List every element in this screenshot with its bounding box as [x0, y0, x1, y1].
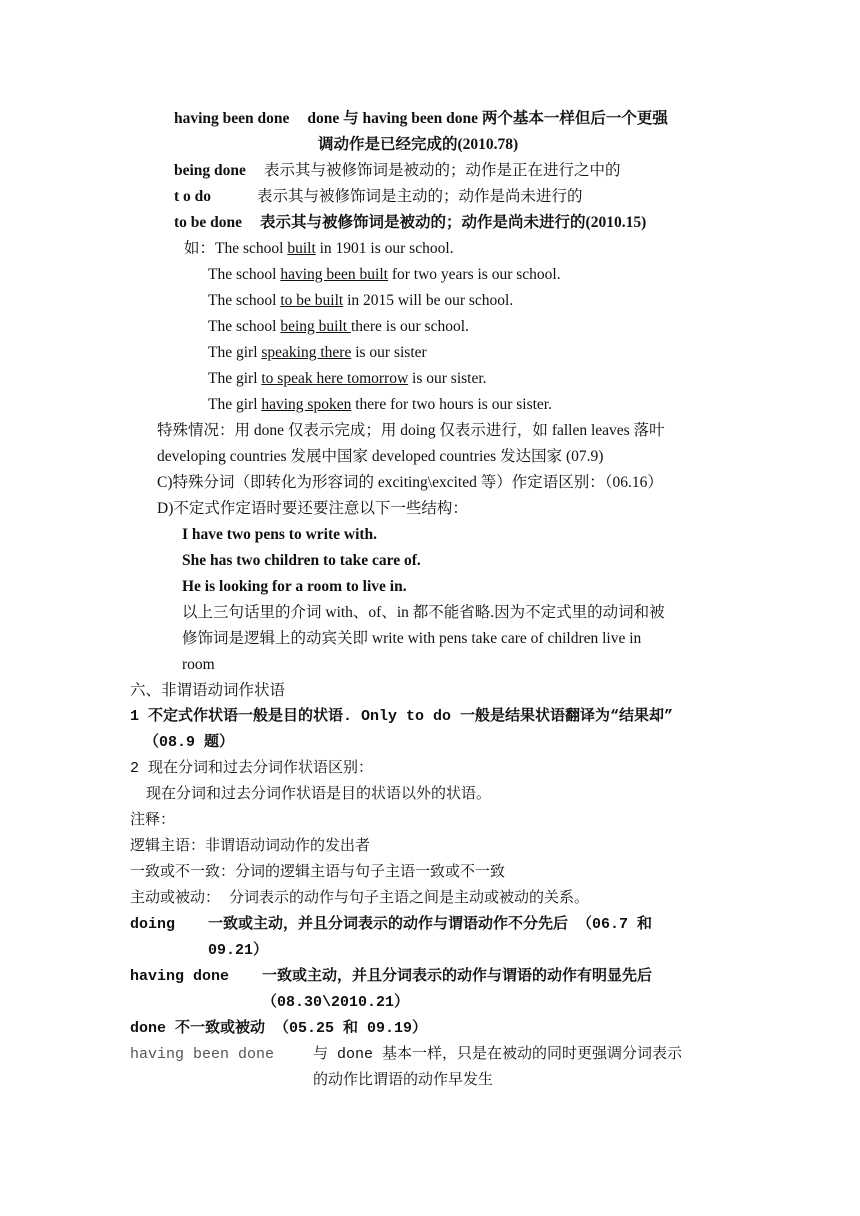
example-2: The school having been built for two years is our school. [208, 266, 561, 283]
form-having-been-done: having been done [130, 1046, 275, 1063]
pattern-sentence-2: She has two children to take care of. [182, 552, 421, 569]
note-line-2: 修饰词是逻辑上的动宾关即 write with pens take care of children live in [182, 630, 642, 647]
term-line-2: being done 表示其与被修饰词是被动的；动作是正在进行之中的 [174, 162, 621, 179]
example-7: The girl having spoken there for two hours is our sister. [208, 396, 552, 413]
note-consistency: 一致或不一致：分词的逻辑主语与句子主语一致或不一致 [130, 864, 506, 881]
form-doing-desc-cont: 09.21） [208, 942, 269, 959]
pattern-sentence-1: I have two pens to write with. [182, 526, 378, 543]
term-line-1: having been done done 与 having been done 两个基本一样但后一个更强 [174, 110, 668, 127]
pattern-sentence-3: He is looking for a room to live in. [182, 578, 407, 595]
example-3: The school to be built in 2015 will be our school. [208, 292, 514, 309]
form-doing-desc: 一致或主动，并且分词表示的动作与谓语动作不分先后 （06.7 和 [208, 916, 653, 933]
form-done: done 不一致或被动 （05.25 和 09.19） [130, 1020, 428, 1037]
section-d: D)不定式作定语时要还要注意以下一些结构： [157, 500, 468, 517]
form-having-done-desc-cont: （08.30\2010.21） [262, 994, 410, 1011]
example-5: The girl speaking there is our sister [208, 344, 427, 361]
item-1-cont: （08.9 题） [144, 734, 235, 751]
note-heading: 注释： [130, 812, 176, 829]
section-c: C)特殊分词（即转化为形容词的 exciting\excited 等）作定语区别：（06.16） [157, 474, 663, 491]
term-line-3: t o do 表示其与被修饰词是主动的；动作是尚未进行的 [174, 188, 583, 205]
form-having-been-done-desc-cont: 的动作比谓语的动作早发生 [313, 1072, 494, 1089]
term-line-4: to be done 表示其与被修饰词是被动的；动作是尚未进行的(2010.15) [174, 214, 647, 231]
item-1: 1 不定式作状语一般是目的状语. Only to do 一般是结果状语翻译为“结果却” [130, 708, 674, 725]
section-heading-6: 六、非谓语动词作状语 [130, 682, 286, 699]
note-voice: 主动或被动： 分词表示的动作与句子主语之间是主动或被动的关系。 [130, 890, 590, 907]
item-2-cont: 现在分词和过去分词作状语是目的状语以外的状语。 [146, 786, 492, 803]
term-line-1-cont: 调动作是已经完成的(2010.78) [318, 136, 519, 153]
example-6: The girl to speak here tomorrow is our sister. [208, 370, 487, 387]
special-case-examples: developing countries 发展中国家 developed countries 发达国家 (07.9) [157, 448, 604, 465]
item-2: 2 现在分词和过去分词作状语区别： [130, 760, 374, 777]
note-logical-subject: 逻辑主语：非谓语动词动作的发出者 [130, 838, 371, 855]
example-4: The school being built there is our school. [208, 318, 469, 335]
special-case-line: 特殊情况：用 done 仅表示完成；用 doing 仅表示进行，如 fallen leaves 落叶 [157, 422, 665, 439]
form-having-been-done-desc: 与 done 基本一样，只是在被动的同时更强调分词表示 [313, 1046, 683, 1063]
form-doing: doing [130, 916, 176, 933]
example-1: 如：The school built in 1901 is our school. [184, 240, 454, 257]
form-having-done-desc: 一致或主动，并且分词表示的动作与谓语的动作有明显先后 [262, 968, 653, 985]
note-line-1: 以上三句话里的介词 with、of、in 都不能省略.因为不定式里的动词和被 [182, 604, 665, 621]
note-line-3: room [182, 656, 215, 673]
form-having-done: having done [130, 968, 230, 985]
